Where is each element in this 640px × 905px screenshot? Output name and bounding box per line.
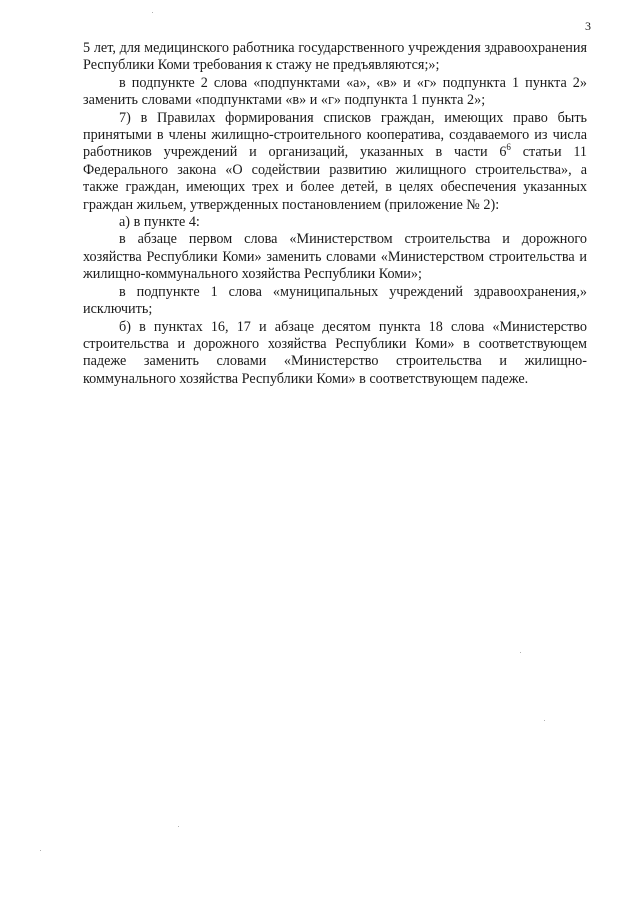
scan-speck — [178, 826, 179, 827]
paragraph-6: в подпункте 1 слова «муниципальных учреждений здравоохранения,» исключить; — [83, 283, 587, 318]
paragraph-7: б) в пунктах 16, 17 и абзаце десятом пункта 18 слова «Министерство строительства и дорожного хозяйства Республики Коми» в соответствующем падеже заменить словами «Министерство строительства и жилищно-коммунального хозяйства Республики Коми» в соответствующем падеже. — [83, 318, 587, 387]
paragraph-3-superscript: 6 — [506, 142, 511, 153]
scan-speck — [520, 652, 521, 653]
paragraph-3-text: 7) в Правилах формирования списков граждан, имеющих право быть принятыми в члены жилищно-строительного кооператива, создаваемого из числа работников учреждений и организаций, указанных в части 6 — [83, 109, 587, 161]
scan-speck — [40, 850, 41, 851]
scan-speck — [544, 720, 545, 721]
paragraph-3-text-after: статьи 11 Федерального закона «О содействии развитию жилищного строительства», а также граждан, имеющих трех и более детей, в целях обеспечения указанных граждан жильем, утвержденных постановлением (приложение № 2): — [83, 144, 587, 213]
page-number: 3 — [585, 19, 591, 33]
paragraph-4: а) в пункте 4: — [119, 214, 200, 231]
paragraph-1: 5 лет, для медицинского работника государственного учреждения здравоохранения Республики Коми требования к стажу не предъявляются;»; — [83, 40, 587, 74]
document-body — [83, 40, 587, 388]
paragraph-5: в абзаце первом слова «Министерством строительства и дорожного хозяйства Республики Коми» заменить словами «Министерством строительства и жилищно-коммунального хозяйства Республики Коми»; — [83, 231, 587, 283]
paragraph-3 — [83, 110, 587, 214]
scan-speck — [152, 12, 153, 13]
paragraph-2: в подпункте 2 слова «подпунктами «а», «в» и «г» подпункта 1 пункта 2» заменить словами «подпунктами «в» и «г» подпункта 1 пункта 2»; — [83, 74, 587, 109]
